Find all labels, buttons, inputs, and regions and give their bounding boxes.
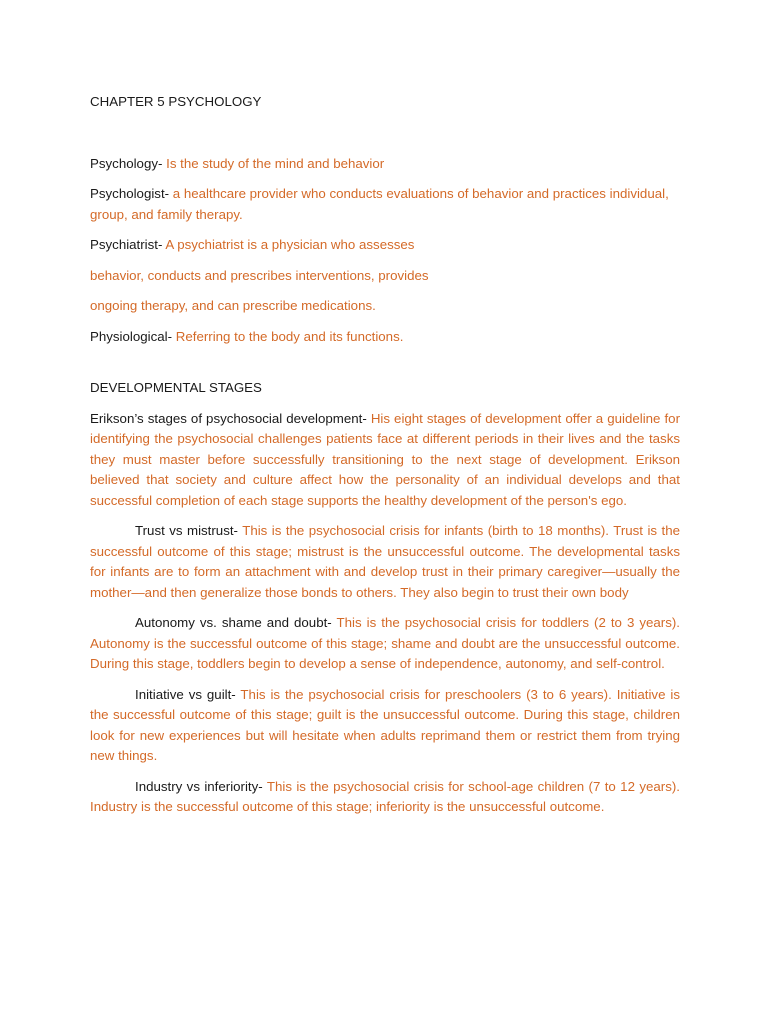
- definition-psychology: [90, 154, 680, 175]
- stage-industry-vs-inferiority: [90, 777, 680, 818]
- section-heading: DEVELOPMENTAL STAGES: [90, 380, 262, 395]
- stage-term: Industry vs inferiority-: [135, 778, 263, 794]
- definition-physiological: [90, 327, 680, 348]
- stage-term: Autonomy vs. shame and doubt-: [135, 615, 332, 630]
- definition-text: A psychiatrist is a physician who assesses: [165, 237, 415, 252]
- page-title: CHAPTER 5 PSYCHOLOGY: [90, 94, 262, 109]
- definition-text: Referring to the body and its functions.: [175, 328, 404, 344]
- stage-autonomy-vs-shame: [90, 613, 680, 675]
- definition-continuation: [90, 296, 680, 317]
- definition-text: His eight stages of development offer a guideline for identifying the psychosocial challenges patients face at different periods in their lives and the tasks they must master before successfully transitioning to the next stage of development. Erikson believed that society and culture affect how the personality of an individual develops and that successful completion of each stage supports the healthy development of the person's ego.: [90, 410, 680, 508]
- stage-trust-vs-mistrust: [90, 521, 680, 603]
- stage-text: This is the psychosocial crisis for school-age children (7 to 12 years). Industry is the successful outcome of this stage; inferiority is the unsuccessful outcome.: [90, 778, 680, 814]
- definition-text: Is the study of the mind and behavior: [166, 155, 385, 171]
- definition-term: Physiological-: [90, 328, 173, 344]
- definition-term: Psychiatrist-: [90, 237, 163, 252]
- definition-continuation: [90, 266, 680, 287]
- definition-text: behavior, conducts and prescribes interventions, provides: [90, 267, 429, 283]
- stage-text: This is the psychosocial crisis for infants (birth to 18 months). Trust is the successful outcome of this stage; mistrust is the unsuccessful outcome. The developmental tasks for infants are to form an attachment with and develop trust in their primary caregiver—usually the mother—and then generalize those bonds to others. They also begin to trust their own body: [90, 523, 680, 600]
- definition-term: Erikson’s stages of psychosocial development-: [90, 410, 367, 426]
- stage-text: This is the psychosocial crisis for toddlers (2 to 3 years). Autonomy is the successful outcome of this stage; shame and doubt are the unsuccessful outcome. During this stage, toddlers begin to develop a sense of independence, autonomy, and self-control.: [90, 615, 681, 671]
- definition-psychiatrist: [90, 235, 680, 256]
- definition-text: a healthcare provider who conducts evaluations of behavior and practices individual, group, and family therapy.: [90, 186, 669, 222]
- erikson-paragraph: [90, 409, 680, 512]
- stage-term: Trust vs mistrust-: [135, 523, 238, 538]
- definition-psychologist: [90, 184, 680, 225]
- stage-initiative-vs-guilt: [90, 685, 680, 767]
- document-body: [90, 92, 680, 828]
- definition-term: Psychologist-: [90, 186, 170, 201]
- stage-term: Initiative vs guilt-: [135, 686, 236, 702]
- stage-text: This is the psychosocial crisis for preschoolers (3 to 6 years). Initiative is the successful outcome of this stage; guilt is the unsuccessful outcome. During this stage, children look for new experiences but will hesitate when adults reprimand them or restrict them from trying new things.: [90, 686, 680, 763]
- definition-term: Psychology-: [90, 155, 163, 171]
- definition-text: ongoing therapy, and can prescribe medications.: [90, 298, 376, 313]
